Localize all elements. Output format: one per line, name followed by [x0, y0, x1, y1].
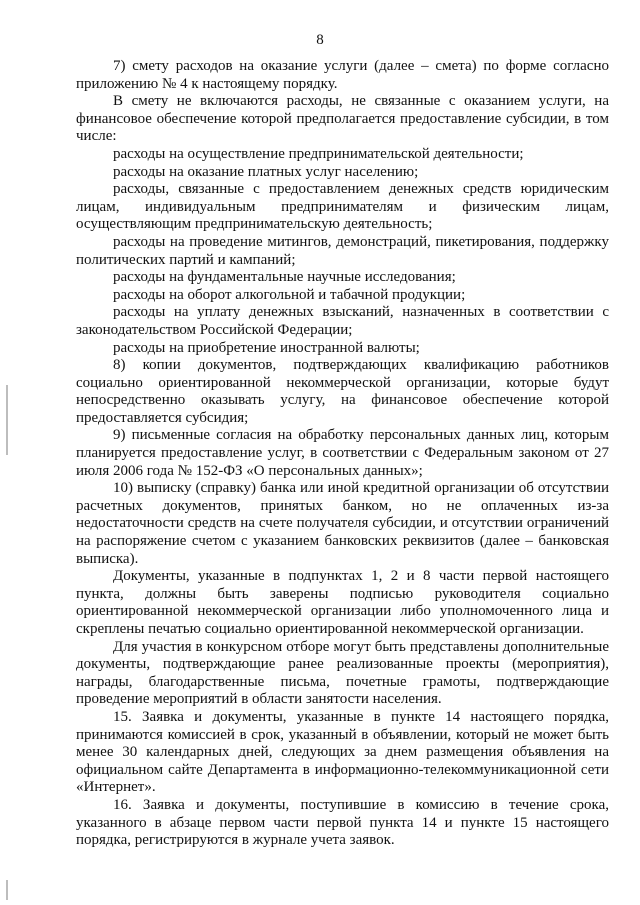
paragraph-documents-certified: Документы, указанные в подпунктах 1, 2 и 8 части первой настоящего пункта, должны быть заверены подписью руководителя социально ориентированной некоммерческой организации либо уполномоченного лица и скреплены печатью социально ориентированной некоммерческой организации.: [76, 568, 609, 637]
paragraph-item-15: 15. Заявка и документы, указанные в пункте 14 настоящего порядка, принимаются комиссией в срок, указанный в объявлении, который не может быть менее 30 календарных дней, следующих за днем размещения объявления на официальном сайте Департамента в информационно-телекоммуникационной сети «Интернет».: [76, 708, 609, 796]
list-item-paid-services: расходы на оказание платных услуг населению;: [113, 163, 419, 180]
page-number: 8: [316, 32, 324, 48]
list-item-entrepreneurial: расходы на осуществление предпринимательской деятельности;: [113, 145, 524, 162]
list-item-funds-provision: расходы, связанные с предоставлением денежных средств юридическим лицам, индивидуальным предпринимателям и физическим лицам, осуществляющим предпринимательскую деятельность;: [76, 181, 609, 233]
scan-margin-mark: [6, 385, 8, 455]
list-item-foreign-currency: расходы на приобретение иностранной валюты;: [113, 339, 420, 356]
document-body: [76, 58, 609, 850]
list-item-alcohol-tobacco: расходы на оборот алкогольной и табачной продукции;: [113, 286, 466, 303]
paragraph-item-8-copies: 8) копии документов, подтверждающих квалификацию работников социально ориентированной некоммерческой организации, которые будут непосредственно оказывать услугу, на финансовое обеспечение которой предоставляется субсидия;: [76, 357, 609, 426]
paragraph-additional-documents: Для участия в конкурсном отборе могут быть представлены дополнительные документы, подтверждающие ранее реализованные проекты (мероприятия), награды, благодарственные письма, почетные грамоты, подтверждающие проведение мероприятий в области занятости населения.: [76, 638, 609, 708]
paragraph-item-9-consents: 9) письменные согласия на обработку персональных данных лиц, которым планируется предоставление услуг, в соответствии с Федеральным законом от 27 июля 2006 года № 152-ФЗ «О персональных данных»;: [76, 427, 609, 479]
paragraph-item-10-bank-statement: 10) выписку (справку) банка или иной кредитной организации об отсутствии расчетных документов, принятых банком, но не оплаченных из-за недостаточности средств на счете получателя субсидии, и отсутствии ограничений на распоряжение счетом с указанием банковских реквизитов (далее – банковская выписка).: [76, 480, 609, 567]
paragraph-item-7-estimate: 7) смету расходов на оказание услуги (далее – смета) по форме согласно приложению № 4 к настоящему порядку.: [76, 58, 609, 92]
scan-margin-mark: [6, 880, 8, 900]
paragraph-item-16: 16. Заявка и документы, поступившие в комиссию в течение срока, указанного в абзаце первом части первой пункта 14 и пункте 15 настоящего порядка, регистрируются в журнале учета заявок.: [76, 796, 609, 849]
list-item-rallies: расходы на проведение митингов, демонстраций, пикетирования, поддержку политических партий и кампаний;: [76, 233, 609, 268]
list-item-research: расходы на фундаментальные научные исследования;: [113, 269, 456, 286]
paragraph-estimate-exclusions: В смету не включаются расходы, не связанные с оказанием услуги, на финансовое обеспечение которой предполагается предоставление субсидии, в том числе:: [76, 93, 609, 145]
list-item-penalties: расходы на уплату денежных взысканий, назначенных в соответствии с законодательством Российской Федерации;: [76, 304, 609, 338]
